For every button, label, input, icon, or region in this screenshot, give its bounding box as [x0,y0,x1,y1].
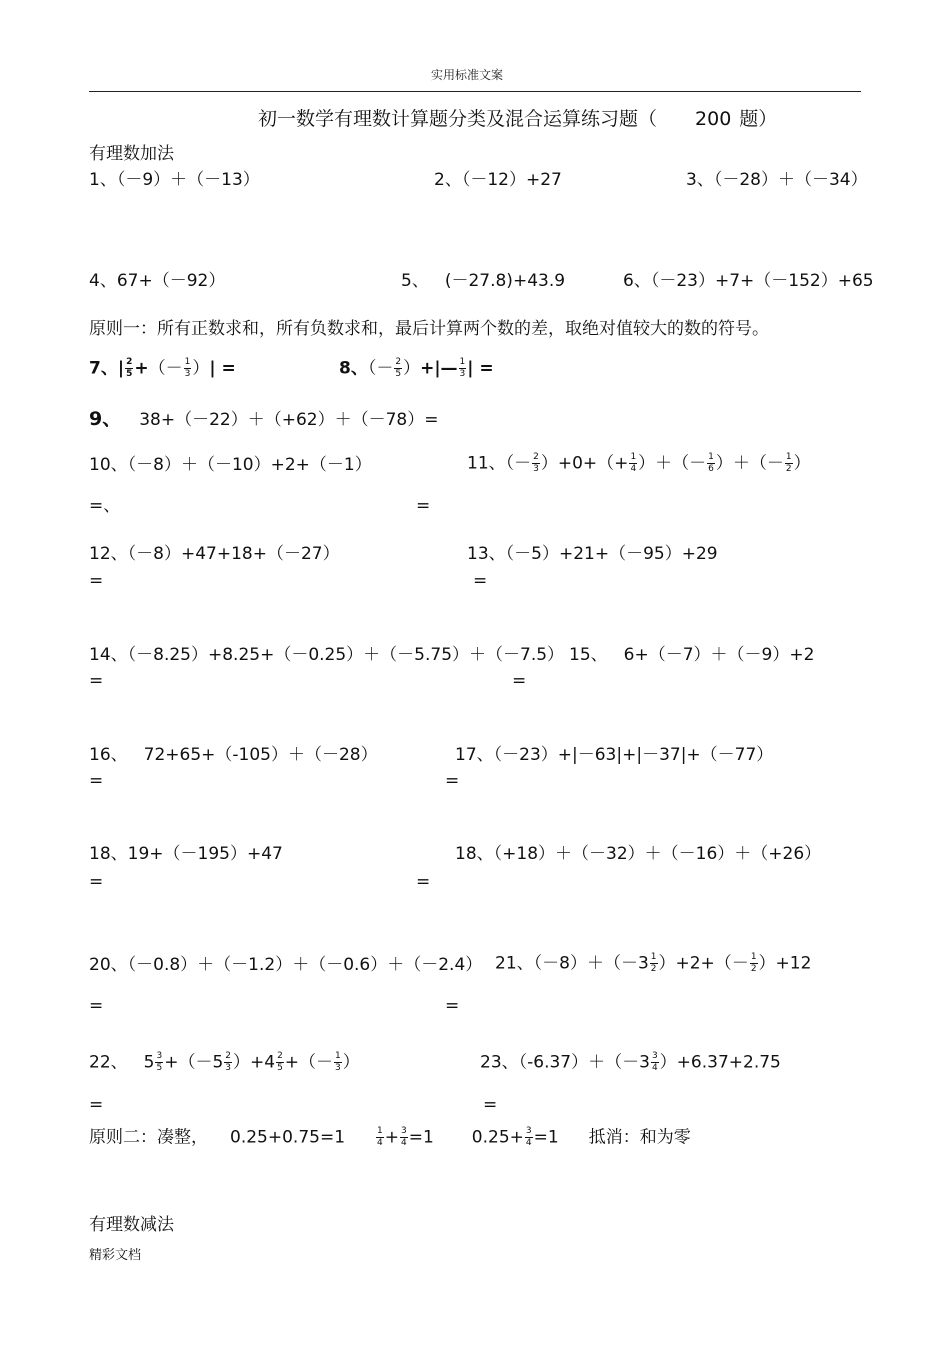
problem-20-answer: = [89,996,104,1016]
fraction: $\frac{1}{2}$ [650,952,657,974]
problem-21-part: ）+2+（－ [658,953,749,974]
paren-close: ） [192,358,210,379]
rule-two-example-2-result: =1 [408,1127,434,1148]
problem-23-answer: = [483,1095,498,1115]
fraction: $\frac{3}{4}$ [525,1126,532,1148]
rule-one: 原则一：所有正数求和，所有负数求和，最后计算两个数的差，取绝对值较大的数的符号。 [89,319,769,339]
problem-9 [89,410,439,429]
fraction: $\frac{2}{3}$ [533,452,539,474]
problem-11-part: ） [793,453,811,474]
problem-22-part: ） [342,1052,360,1073]
rule-two [89,1127,691,1148]
problem-11 [467,453,811,474]
problem-14-answer: = [89,671,104,691]
problem-22-number: 22、 [89,1052,128,1073]
problem-9-number: 9、 [89,408,122,430]
fraction: $\frac{1}{2}$ [785,452,792,474]
rule-two-example-3: 0.25+ [471,1127,524,1148]
fraction: $\frac{1}{3}$ [459,357,466,379]
plus-sign: + [384,1127,399,1148]
problem-22 [89,1052,360,1073]
problem-15-expression: 6+（－7）＋（－9）+2 [623,645,815,665]
problem-15-number: 15、 [569,645,608,665]
problem-18-answer: = [89,872,104,892]
header-rule [89,91,861,92]
rule-two-label: 原则二：凑整， [89,1127,208,1148]
problem-11-part: 11、（－ [467,453,532,474]
rule-two-example-3-result: =1 [533,1127,559,1148]
section-label-subtraction: 有理数减法 [89,1215,174,1235]
fraction: $\frac{3}{5}$ [156,1051,163,1073]
problem-5 [401,273,565,290]
fraction: $\frac{1}{4}$ [630,452,637,474]
plus-sign: + [134,358,149,379]
problem-16 [89,747,378,764]
problem-8-tail: | = [467,358,494,379]
problem-23 [480,1052,781,1073]
fraction: $\frac{3}{4}$ [651,1051,658,1073]
problem-15 [569,647,814,664]
problem-17: 17、（－23）+|－63|+|－37|+（－77） [455,745,774,765]
problem-8 [339,358,494,379]
problem-11-answer: = [416,496,431,516]
problem-22-part: ）+4 [233,1052,276,1073]
problem-11-part: ）＋（－ [715,453,784,474]
paren-close: ） [403,358,421,379]
fraction: $\frac{1}{4}$ [377,1126,383,1148]
problem-23-part: 23、（-6.37）＋（－3 [480,1052,650,1073]
problem-8-mid: +|— [420,358,458,379]
problem-11-part: ）＋（－ [638,453,707,474]
problem-21-part: ）+12 [758,953,812,974]
problem-21 [495,953,811,974]
fraction: $\frac{1}{3}$ [184,357,191,379]
section-label-addition: 有理数加法 [89,144,174,164]
fraction: $\frac{2}{3}$ [225,1051,231,1073]
problem-19-answer: = [416,872,431,892]
rule-two-example-1: 0.25+0.75=1 [230,1127,346,1148]
problem-11-part: ）+0+（+ [540,453,629,474]
problem-4: 4、67+（－92） [89,271,226,291]
problem-22-part: +（－5 [164,1052,224,1073]
problem-13: 13、（－5）+21+（－95）+29 [467,544,718,564]
problem-6: 6、（－23）+7+（－152）+65 [623,271,874,291]
problem-1: 1、（－9）＋（－13） [89,170,260,190]
problem-12: 12、（－8）+47+18+（－27） [89,544,340,564]
problem-22-part: +（－ [284,1052,334,1073]
fraction: $\frac{1}{6}$ [708,452,714,474]
problem-20: 20、（－0.8）＋（－1.2）＋（－0.6）＋（－2.4） [89,955,483,975]
problem-7 [89,358,236,379]
problem-21-answer: = [445,996,460,1016]
page-header: 实用标准文案 [431,68,504,82]
problem-16-expression: 72+65+（-105）＋（－28） [143,745,378,765]
problem-2: 2、（－12）+27 [434,170,562,190]
problem-23-part: ）+6.37+2.75 [659,1052,781,1073]
fraction: $\frac{2}{5}$ [395,357,402,379]
fraction: $\frac{3}{4}$ [401,1126,407,1148]
problem-5-number: 5、 [401,271,429,291]
problem-3: 3、（－28）＋（－34） [686,170,868,190]
problem-17-answer: = [445,771,460,791]
problem-14: 14、（－8.25）+8.25+（－0.25）＋（－5.75）＋（－7.5） [89,645,565,665]
title-count: 200 [695,108,732,130]
paren-open: （－ [148,358,183,379]
abs-bar: | [117,358,125,379]
problem-10: 10、（－8）＋（－10）+2+（－1） [89,455,372,475]
problem-22-part: 5 [143,1052,155,1073]
problem-8-number: 8、 [339,358,368,379]
problem-10-answer: =、 [89,496,121,516]
problem-22-answer: = [89,1095,104,1115]
title-text: 初一数学有理数计算题分类及混合运算练习题（ [258,108,658,130]
problem-5-expression: (－27.8)+43.9 [444,271,566,291]
fraction: $\frac{2}{5}$ [126,357,133,379]
paren-open: （－ [367,358,394,379]
fraction: $\frac{2}{5}$ [277,1051,283,1073]
problem-19: 18、（+18）＋（－32）＋（－16）＋（+26） [455,844,822,864]
problem-7-number: 7、 [89,358,118,379]
problem-12-answer: = [89,571,104,591]
fraction: $\frac{1}{3}$ [335,1051,341,1073]
page-footer: 精彩文档 [89,1248,142,1263]
problem-7-tail: | = [209,358,236,379]
problem-18: 18、19+（－195）+47 [89,844,283,864]
problem-16-number: 16、 [89,745,128,765]
problem-13-answer: = [473,571,488,591]
rule-two-offset: 抵消：和为零 [588,1127,691,1148]
document-title [258,110,777,129]
title-tail: 题） [739,108,778,130]
fraction: $\frac{1}{2}$ [750,952,757,974]
problem-15-answer: = [512,671,527,691]
problem-9-expression: 38+（－22）＋（+62）＋（－78）= [139,410,439,430]
problem-21-part: 21、（－8）＋（－3 [495,953,649,974]
problem-16-answer: = [89,771,104,791]
